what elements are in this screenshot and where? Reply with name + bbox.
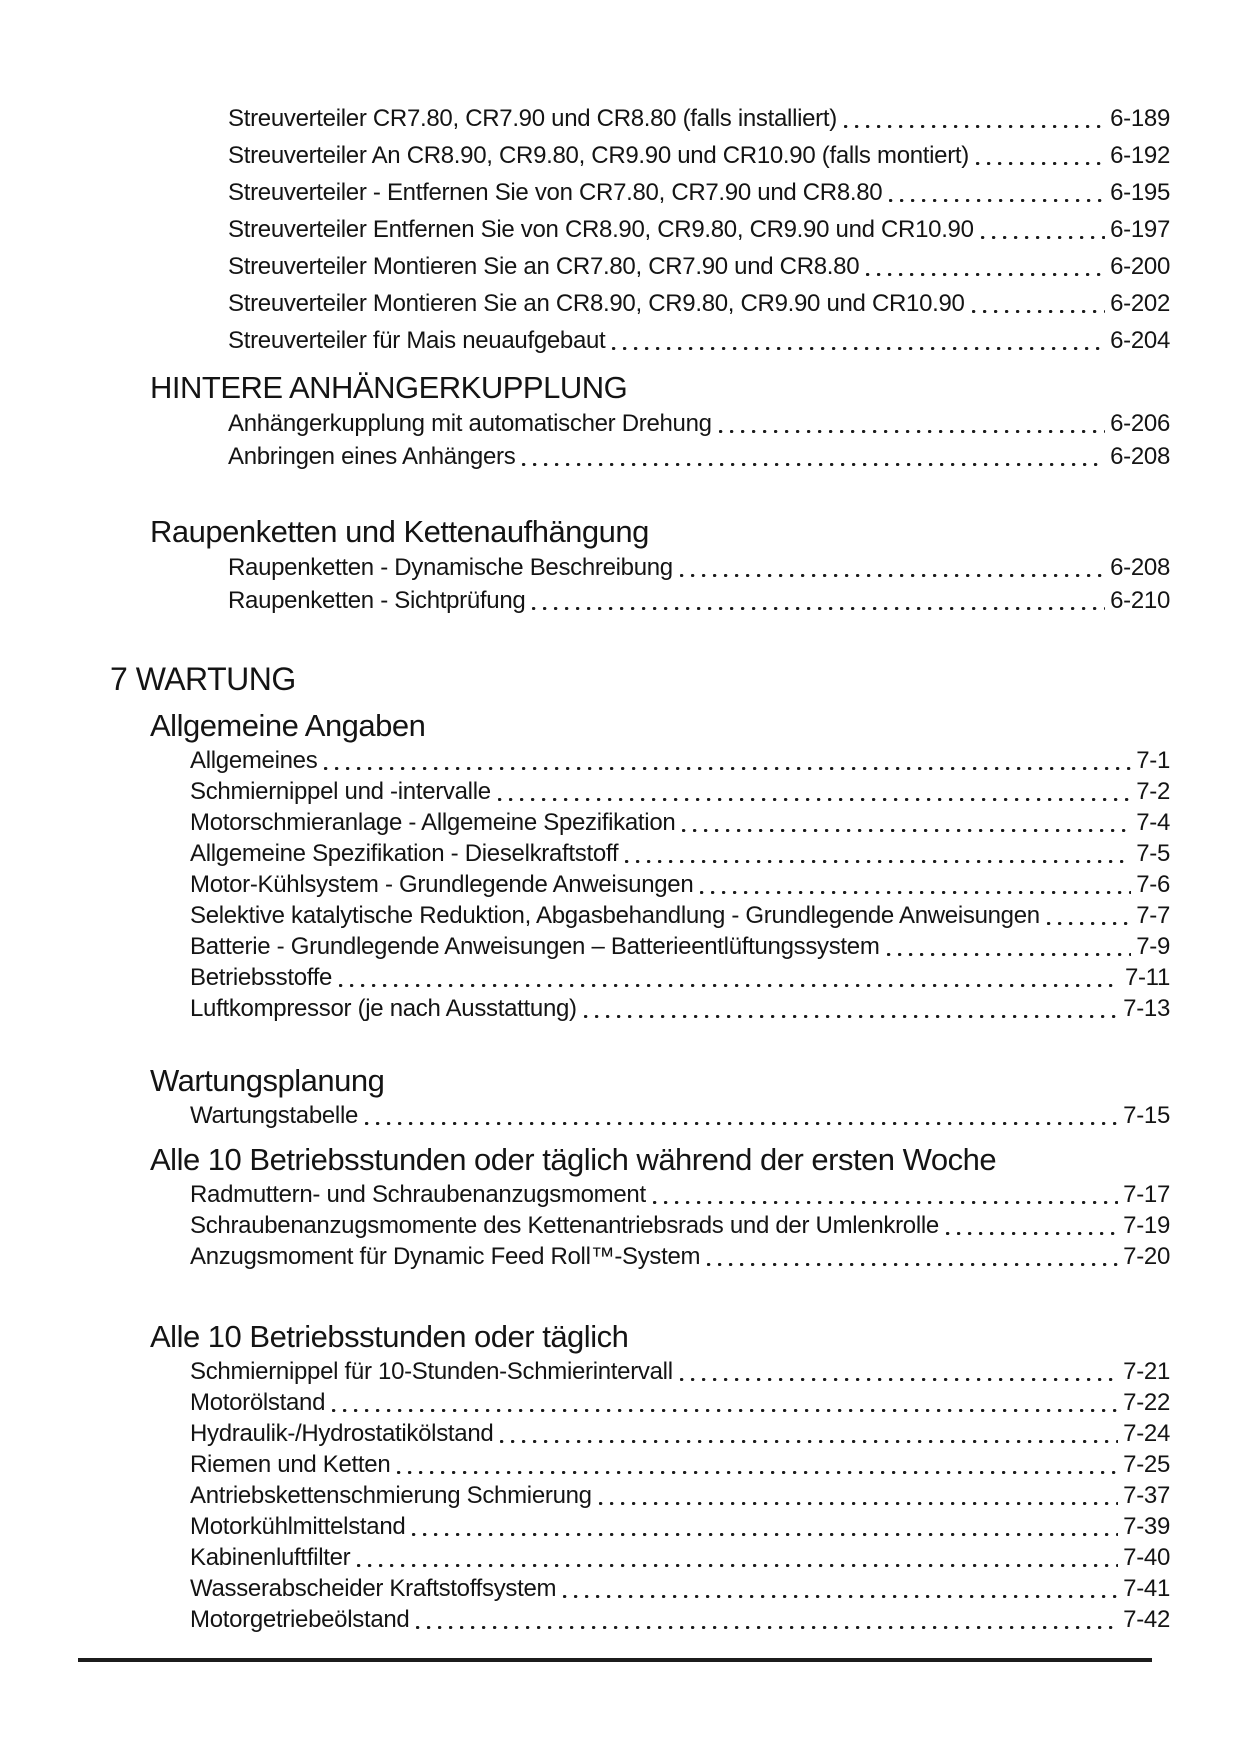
toc-entry [0, 407, 1170, 440]
toc-entry-page-number: 7-15 [1123, 1102, 1170, 1129]
toc-entry-page-number: 7-4 [1136, 809, 1170, 836]
toc-entry-title: Motorölstand [190, 1389, 326, 1416]
dot-leader-icon [972, 285, 1106, 322]
toc-entry-title: Anzugsmoment für Dynamic Feed Roll™-System [190, 1243, 701, 1270]
toc-entry-page-number: 6-200 [1110, 253, 1170, 280]
toc-entry-page-number: 6-206 [1110, 410, 1170, 437]
toc-entry-page-number: 7-19 [1123, 1212, 1170, 1239]
dot-leader-icon [412, 1511, 1118, 1542]
toc-entry [0, 838, 1170, 869]
toc-entry-page-number: 7-11 [1124, 964, 1170, 991]
toc-entry [0, 869, 1170, 900]
toc-entry-title: Selektive katalytische Reduktion, Abgasbehandlung - Grundlegende Anweisungen [190, 902, 1040, 929]
dot-leader-icon [844, 100, 1105, 137]
toc-entry-title: Anbringen eines Anhängers [228, 443, 516, 470]
toc-entry-page-number: 7-24 [1123, 1420, 1170, 1447]
dot-leader-icon [612, 322, 1105, 359]
toc-entry-title: Kabinenluftfilter [190, 1544, 351, 1571]
section-heading: Alle 10 Betriebsstunden oder täglich [150, 1319, 629, 1354]
dot-leader-icon [584, 993, 1118, 1024]
toc-entry [0, 248, 1170, 285]
toc-entry-group [0, 407, 1241, 473]
dot-leader-icon [498, 776, 1131, 807]
toc-entry-title: Raupenketten - Sichtprüfung [228, 587, 526, 614]
toc-entry-title: Motor-Kühlsystem - Grundlegende Anweisungen [190, 871, 694, 898]
toc-entry [0, 1604, 1170, 1635]
toc-entry-title: Motorschmieranlage - Allgemeine Spezifikation [190, 809, 676, 836]
toc-entry-title: Riemen und Ketten [190, 1451, 391, 1478]
toc-entry [0, 174, 1170, 211]
toc-entry-page-number: 7-25 [1123, 1451, 1170, 1478]
dot-leader-icon [532, 584, 1105, 617]
dot-leader-icon [500, 1418, 1118, 1449]
dot-leader-icon [680, 1356, 1118, 1387]
toc-entry [0, 1449, 1170, 1480]
toc-entry-page-number: 7-9 [1136, 933, 1170, 960]
toc-entry [0, 931, 1170, 962]
toc-entry-group [0, 745, 1241, 1024]
dot-leader-icon [981, 211, 1105, 248]
toc-entry [0, 1511, 1170, 1542]
toc-entry-page-number: 7-39 [1123, 1513, 1170, 1540]
toc-entry-page-number: 6-189 [1110, 105, 1170, 132]
toc-entry [0, 745, 1170, 776]
dot-leader-icon [332, 1387, 1118, 1418]
toc-entry-title: Streuverteiler Montieren Sie an CR8.90, CR9.80, CR9.90 und CR10.90 [228, 290, 965, 317]
dot-leader-icon [416, 1604, 1118, 1635]
dot-leader-icon [625, 838, 1131, 869]
toc-entry-page-number: 7-7 [1136, 902, 1170, 929]
section-heading: HINTERE ANHÄNGERKUPPLUNG [150, 370, 628, 405]
section-heading: Raupenketten und Kettenaufhängung [150, 514, 649, 549]
toc-entry-title: Schraubenanzugsmomente des Kettenantriebsrads und der Umlenkrolle [190, 1212, 939, 1239]
chapter-heading: 7 WARTUNG [110, 661, 296, 697]
dot-leader-icon [719, 407, 1105, 440]
toc-entry-page-number: 7-40 [1123, 1544, 1170, 1571]
dot-leader-icon [889, 174, 1105, 211]
toc-entry-page-number: 7-21 [1123, 1358, 1170, 1385]
toc-entry [0, 1480, 1170, 1511]
toc-entry-title: Wasserabscheider Kraftstoffsystem [190, 1575, 557, 1602]
toc-entry [0, 285, 1170, 322]
toc-entry-title: Allgemeine Spezifikation - Dieselkraftstoff [190, 840, 619, 867]
toc-entry-page-number: 6-197 [1110, 216, 1170, 243]
dot-leader-icon [682, 807, 1131, 838]
toc-entry-page-number: 7-13 [1123, 995, 1170, 1022]
section-heading: Alle 10 Betriebsstunden oder täglich während der ersten Woche [150, 1142, 997, 1177]
toc-entry-title: Streuverteiler Montieren Sie an CR7.80, CR7.90 und CR8.80 [228, 253, 860, 280]
dot-leader-icon [653, 1179, 1118, 1210]
toc-entry-group [0, 1356, 1241, 1635]
toc-entry-group [0, 551, 1241, 617]
dot-leader-icon [397, 1449, 1118, 1480]
dot-leader-icon [887, 931, 1132, 962]
toc-entry-page-number: 7-6 [1136, 871, 1170, 898]
toc-entry [0, 776, 1170, 807]
dot-leader-icon [976, 137, 1105, 174]
toc-entry [0, 1179, 1170, 1210]
toc-entry-page-number: 7-5 [1136, 840, 1170, 867]
toc-entry [0, 1100, 1170, 1131]
toc-entry-page-number: 7-37 [1123, 1482, 1170, 1509]
dot-leader-icon [365, 1100, 1118, 1131]
dot-leader-icon [522, 440, 1105, 473]
dot-leader-icon [946, 1210, 1118, 1241]
toc-entry-page-number: 7-42 [1123, 1606, 1170, 1633]
toc-entry-title: Streuverteiler Entfernen Sie von CR8.90, CR9.80, CR9.90 und CR10.90 [228, 216, 974, 243]
toc-entry-title: Hydraulik-/Hydrostatikölstand [190, 1420, 494, 1447]
toc-entry [0, 1573, 1170, 1604]
toc-entry [0, 1387, 1170, 1418]
toc-entry-page-number: 6-208 [1110, 554, 1170, 581]
toc-entry-title: Batterie - Grundlegende Anweisungen – Batterieentlüftungssystem [190, 933, 880, 960]
toc-entry [0, 322, 1170, 359]
toc-entry-page-number: 7-41 [1123, 1575, 1170, 1602]
toc-entry-title: Motorkühlmittelstand [190, 1513, 406, 1540]
toc-entry-title: Betriebsstoffe [190, 964, 333, 991]
section-heading: Allgemeine Angaben [150, 708, 426, 743]
toc-entry [0, 1210, 1170, 1241]
toc-entry-title: Luftkompressor (je nach Ausstattung) [190, 995, 577, 1022]
toc-entry-group [0, 1100, 1241, 1131]
toc-entry-page-number: 6-210 [1110, 587, 1170, 614]
dot-leader-icon [866, 248, 1105, 285]
toc-entry-group [0, 100, 1241, 359]
toc-entry-page-number: 6-195 [1110, 179, 1170, 206]
toc-entry-title: Radmuttern- und Schraubenanzugsmoment [190, 1181, 646, 1208]
toc-entry-page-number: 6-208 [1110, 443, 1170, 470]
toc-entry [0, 440, 1170, 473]
toc-entry [0, 1542, 1170, 1573]
toc-entry-page-number: 7-22 [1123, 1389, 1170, 1416]
toc-entry-title: Wartungstabelle [190, 1102, 359, 1129]
toc-entry-page-number: 7-17 [1123, 1181, 1170, 1208]
toc-entry-page-number: 6-192 [1110, 142, 1170, 169]
dot-leader-icon [680, 551, 1105, 584]
dot-leader-icon [357, 1542, 1118, 1573]
toc-entry-page-number: 7-1 [1136, 747, 1170, 774]
toc-entry-title: Streuverteiler CR7.80, CR7.90 und CR8.80 (falls installiert) [228, 105, 837, 132]
toc-entry-page-number: 7-2 [1136, 778, 1170, 805]
toc-entry [0, 100, 1170, 137]
toc-entry-title: Streuverteiler An CR8.90, CR9.80, CR9.90 und CR10.90 (falls montiert) [228, 142, 969, 169]
toc-entry-page-number: 6-202 [1110, 290, 1170, 317]
toc-entry-title: Allgemeines [190, 747, 318, 774]
dot-leader-icon [700, 869, 1131, 900]
dot-leader-icon [707, 1241, 1118, 1272]
toc-entry [0, 1356, 1170, 1387]
dot-leader-icon [339, 962, 1120, 993]
toc-entry-title: Schmiernippel für 10-Stunden-Schmierintervall [190, 1358, 673, 1385]
footer-rule [78, 1658, 1152, 1662]
toc-entry [0, 900, 1170, 931]
toc-entry-page-number: 7-20 [1123, 1243, 1170, 1270]
dot-leader-icon [563, 1573, 1118, 1604]
toc-entry-group [0, 1179, 1241, 1272]
dot-leader-icon [599, 1480, 1118, 1511]
toc-entry [0, 584, 1170, 617]
toc-entry [0, 551, 1170, 584]
dot-leader-icon [1047, 900, 1131, 931]
toc-entry-title: Motorgetriebeölstand [190, 1606, 410, 1633]
toc-entry-title: Streuverteiler - Entfernen Sie von CR7.80, CR7.90 und CR8.80 [228, 179, 883, 206]
toc-entry-title: Antriebskettenschmierung Schmierung [190, 1482, 592, 1509]
toc-entry [0, 993, 1170, 1024]
dot-leader-icon [324, 745, 1131, 776]
toc-entry [0, 137, 1170, 174]
toc-entry-title: Raupenketten - Dynamische Beschreibung [228, 554, 673, 581]
toc-entry-page-number: 6-204 [1110, 327, 1170, 354]
toc-entry-title: Anhängerkupplung mit automatischer Drehung [228, 410, 712, 437]
toc-entry [0, 1418, 1170, 1449]
toc-entry-title: Schmiernippel und -intervalle [190, 778, 491, 805]
toc-entry [0, 962, 1170, 993]
toc-entry-title: Streuverteiler für Mais neuaufgebaut [228, 327, 606, 354]
toc-entry [0, 211, 1170, 248]
toc-entry [0, 1241, 1170, 1272]
table-of-contents [0, 100, 1241, 1635]
section-heading: Wartungsplanung [150, 1063, 385, 1098]
toc-entry [0, 807, 1170, 838]
